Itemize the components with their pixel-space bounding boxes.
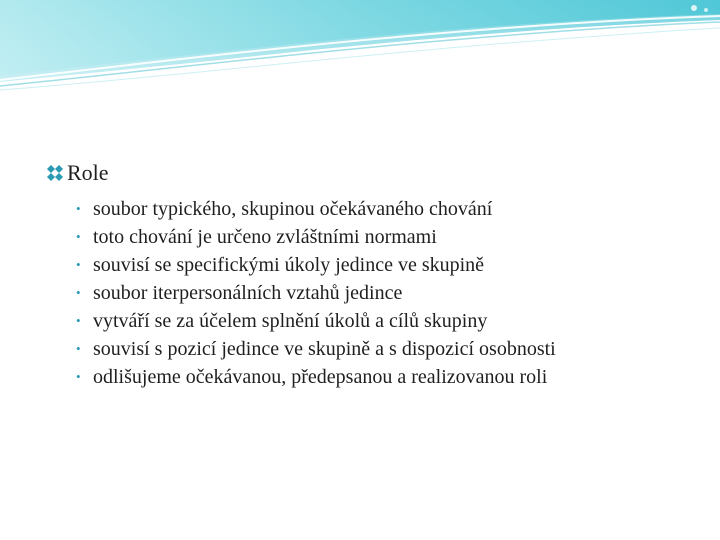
list-item	[76, 251, 676, 279]
list-item	[76, 363, 676, 391]
bullet-dot: •	[76, 369, 81, 384]
list-item	[76, 195, 676, 223]
heading-text: Role	[67, 160, 109, 185]
list-item	[76, 279, 676, 307]
list-item-text: vytváří se za účelem splnění úkolů a cílů skupiny	[93, 310, 488, 332]
bullet-list	[76, 195, 676, 391]
header-wave-decoration	[0, 0, 720, 95]
slide-heading	[46, 158, 109, 188]
list-item	[76, 335, 676, 363]
bullet-dot: •	[76, 201, 81, 216]
bullet-dot: •	[76, 313, 81, 328]
list-item	[76, 223, 676, 251]
list-item-text: soubor typického, skupinou očekávaného chování	[93, 198, 493, 220]
bullet-dot: •	[76, 341, 81, 356]
list-item-text: odlišujeme očekávanou, předepsanou a realizovanou roli	[93, 366, 548, 388]
list-item-text: souvisí se specifickými úkoly jedince ve skupině	[93, 254, 485, 276]
bullet-dot: •	[76, 257, 81, 272]
bullet-dot: •	[76, 285, 81, 300]
list-item	[76, 307, 676, 335]
list-item-text: souvisí s pozicí jedince ve skupině a s dispozicí osobnosti	[93, 338, 556, 360]
bullet-dot: •	[76, 229, 81, 244]
diamond-bullet-icon	[46, 164, 64, 182]
list-item-text: soubor iterpersonálních vztahů jedince	[93, 282, 403, 304]
list-item-text: toto chování je určeno zvláštními normami	[93, 226, 437, 248]
